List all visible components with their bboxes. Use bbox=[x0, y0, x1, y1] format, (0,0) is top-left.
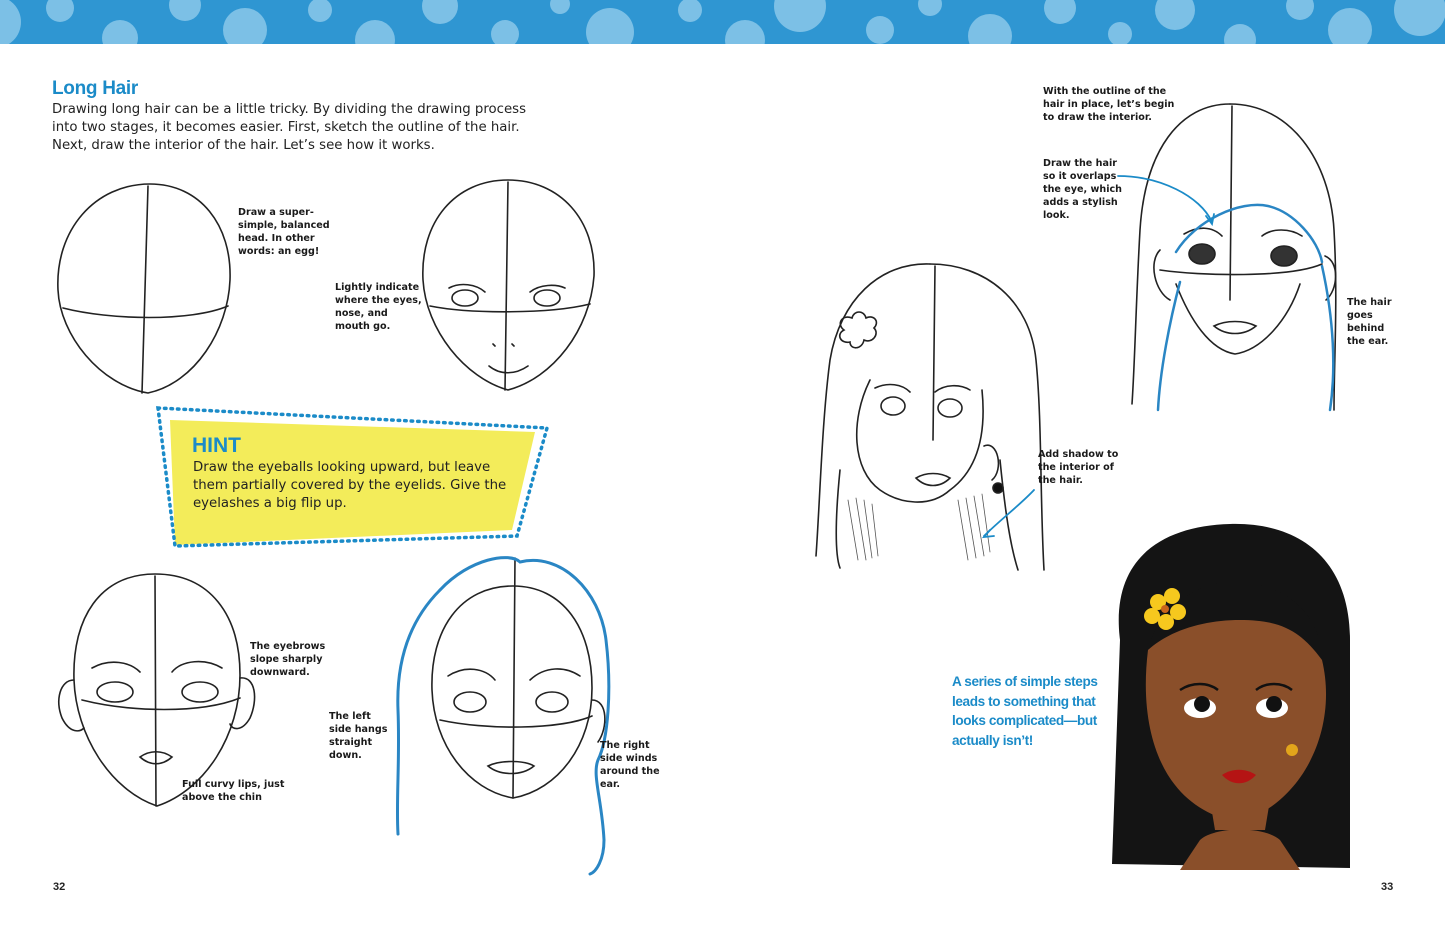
earring-icon bbox=[993, 483, 1003, 493]
caption-guides: Lightly indicate where the eyes, nose, and mouth go. bbox=[335, 282, 422, 332]
caption-lips: Full curvy lips, just above the chin bbox=[182, 779, 285, 803]
caption-overlap: Draw the hair so it overlaps the eye, which adds a stylish look. bbox=[1043, 158, 1123, 221]
page-title: Long Hair bbox=[52, 78, 138, 99]
egg-head-sketch bbox=[58, 184, 230, 393]
intro-paragraph: Drawing long hair can be a little tricky. By dividing the drawing process into two stages, it becomes easier. First, sketch the outline of the hair. Next, draw the interior of the hair. Let’s see how it works. bbox=[52, 102, 527, 154]
face-outline-hair-sketch bbox=[432, 558, 605, 798]
portrait-earring-icon bbox=[1286, 744, 1298, 756]
blue-hair-outline bbox=[397, 558, 608, 874]
hint-title: HINT bbox=[192, 434, 241, 457]
caption-left-side: The left side hangs straight down. bbox=[329, 711, 388, 761]
blue-hair-interior bbox=[1158, 205, 1333, 410]
sketch-head-with-hair bbox=[816, 264, 1044, 570]
caption-egg: Draw a super-simple, balanced head. In other words: an egg! bbox=[238, 207, 330, 257]
caption-eyebrows: The eyebrows slope sharply downward. bbox=[250, 641, 326, 678]
page-number-left: 32 bbox=[53, 881, 66, 893]
head-guides-sketch bbox=[423, 180, 594, 390]
caption-right-side: The right side winds around the ear. bbox=[600, 740, 660, 790]
portrait-callout: A series of simple steps leads to something that looks complicated—but actually isn’t! bbox=[952, 674, 1098, 748]
hair-shadow-hatching bbox=[848, 494, 990, 560]
colored-portrait bbox=[1112, 524, 1350, 870]
flower-icon bbox=[840, 312, 877, 348]
face-features-sketch bbox=[59, 574, 255, 806]
caption-behind-ear: The hair goes behind the ear. bbox=[1347, 297, 1392, 347]
caption-shadow: Add shadow to the interior of the hair. bbox=[1038, 449, 1119, 486]
page-number-right: 33 bbox=[1381, 881, 1394, 893]
caption-outline: With the outline of the hair in place, let’s begin to draw the interior. bbox=[1043, 86, 1175, 123]
hint-body: Draw the eyeballs looking upward, but leave them partially covered by the eyelids. Give the eyelashes a big flip up. bbox=[193, 460, 507, 512]
